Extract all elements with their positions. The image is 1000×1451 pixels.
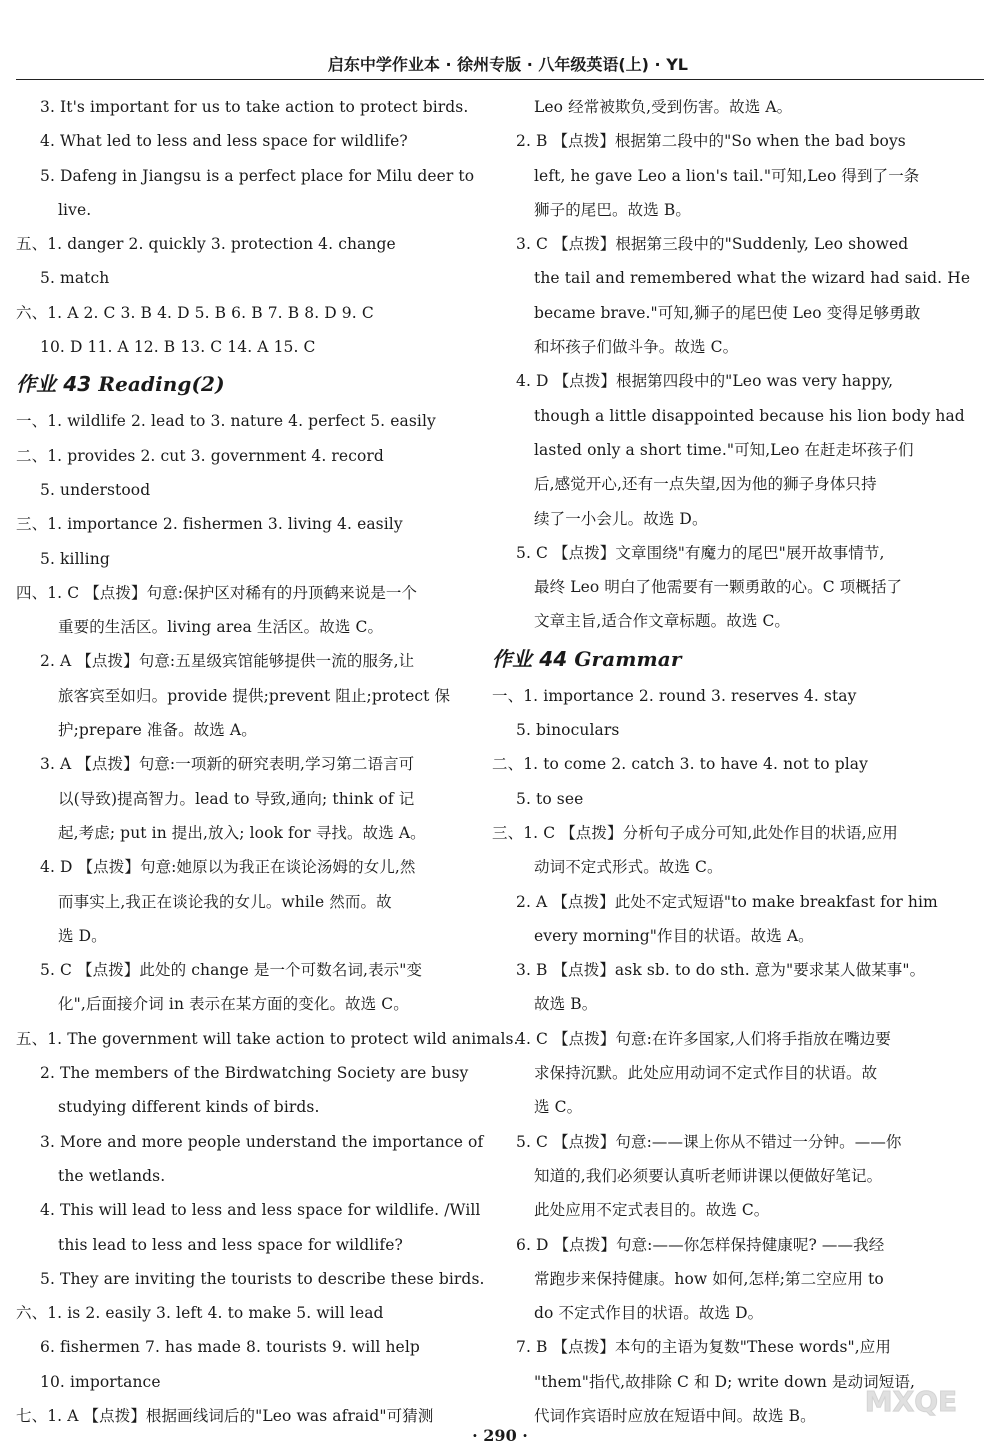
answer-line: though a little disappointed because his lion body had	[534, 406, 965, 425]
answer-line: 3. More and more people understand the importance of	[40, 1132, 484, 1151]
answer-line: 10. D 11. A 12. B 13. C 14. A 15. C	[40, 338, 316, 357]
answer-line: 六、1. is 2. easily 3. left 4. to make 5. will lead	[16, 1304, 384, 1323]
page-number: · 290 ·	[472, 1426, 528, 1445]
answer-line: "them"指代,故排除 C 和 D; write down 是动词短语,	[534, 1372, 916, 1391]
answer-line: 5. C 【点拨】此处的 change 是一个可数名词,表示"变	[40, 961, 423, 980]
answer-line: 最终 Leo 明白了他需要有一颗勇敢的心。C 项概括了	[534, 578, 903, 597]
answer-line: 五、1. The government will take action to protect wild animals.	[16, 1029, 519, 1048]
answer-line: 5. C 【点拨】文章围绕"有魔力的尾巴"展开故事情节,	[516, 543, 885, 562]
answer-line: the tail and remembered what the wizard had said. He	[534, 269, 971, 288]
site-watermark-logo	[836, 1359, 986, 1439]
answer-line: 续了一小会儿。故选 D。	[534, 509, 708, 528]
answer-line: 此处应用不定式表目的。故选 C。	[534, 1201, 770, 1220]
answer-line: 故选 B。	[534, 995, 598, 1014]
answer-line: 2. A 【点拨】此处不定式短语"to make breakfast for him	[516, 892, 938, 911]
answer-line: 4. C 【点拨】句意:在许多国家,人们将手指放在嘴边要	[516, 1029, 891, 1048]
answer-line: 5. binoculars	[516, 721, 620, 740]
answer-line: 4. D 【点拨】根据第四段中的"Leo was very happy,	[516, 372, 894, 391]
answer-line: 常跑步来保持健康。how 如何,怎样;第二空应用 to	[534, 1269, 884, 1288]
answer-line: 选 D。	[58, 926, 107, 945]
answer-line: 护;prepare 准备。故选 A。	[58, 721, 257, 740]
answer-line: 4. This will lead to less and less space for wildlife. /Will	[40, 1201, 481, 1220]
answer-line: 动词不定式形式。故选 C。	[534, 858, 723, 877]
answer-line: 7. B 【点拨】本句的主语为复数"These words",应用	[516, 1338, 891, 1357]
answer-line: do 不定式作目的状语。故选 D。	[534, 1304, 764, 1323]
answer-line: 4. What led to less and less space for wildlife?	[40, 132, 408, 151]
answer-line: 6. fishermen 7. has made 8. tourists 9. will help	[40, 1338, 420, 1357]
answer-line: 3. C 【点拨】根据第三段中的"Suddenly, Leo showed	[516, 235, 909, 254]
answer-line: 2. The members of the Birdwatching Society are busy	[40, 1064, 469, 1083]
answer-line: 知道的,我们必须要认真听老师讲课以便做好笔记。	[534, 1166, 883, 1185]
answer-line: 二、1. provides 2. cut 3. government 4. record	[16, 446, 384, 465]
running-header: 启东中学作业本 · 徐州专版 · 八年级英语(上) · YL	[16, 52, 984, 80]
answer-line: 而事实上,我正在谈论我的女儿。while 然而。故	[58, 892, 392, 911]
answer-line: 5. to see	[516, 789, 584, 808]
answer-line: 5. understood	[40, 480, 151, 499]
answer-line: 起,考虑; put in 提出,放入; look for 寻找。故选 A。	[58, 823, 426, 842]
answer-line: 5. match	[40, 269, 110, 288]
answer-line: 后,感觉开心,还有一点失望,因为他的狮子身体只持	[534, 475, 877, 494]
answer-line: studying different kinds of birds.	[58, 1098, 320, 1117]
answer-line: 文章主旨,适合作文章标题。故选 C。	[534, 612, 791, 631]
answer-line: 5. killing	[40, 549, 110, 568]
section-topic: Grammar	[574, 646, 682, 671]
section-number: 作业 44	[492, 646, 568, 671]
answer-line: 5. They are inviting the tourists to describe these birds.	[40, 1269, 485, 1288]
answer-line: 6. D 【点拨】句意:——你怎样保持健康呢? ——我经	[516, 1235, 885, 1254]
section-heading	[16, 364, 452, 404]
left-column	[16, 90, 519, 1433]
answer-line: 二、1. to come 2. catch 3. to have 4. not to play	[492, 755, 869, 774]
answer-line: left, he gave Leo a lion's tail."可知,Leo 得到了一条	[534, 166, 920, 185]
answer-line: 代词作宾语时应放在短语中间。故选 B。	[534, 1406, 816, 1425]
section-heading	[492, 639, 892, 679]
answer-line: every morning"作目的状语。故选 A。	[534, 926, 814, 945]
answer-line: 5. Dafeng in Jiangsu is a perfect place for Milu deer to	[40, 166, 475, 185]
answer-line: 一、1. wildlife 2. lead to 3. nature 4. perfect 5. easily	[16, 412, 436, 431]
answer-line: 旅客宾至如归。provide 提供;prevent 阻止;protect 保	[58, 686, 451, 705]
answer-line: 10. importance	[40, 1372, 161, 1391]
answer-line: 5. C 【点拨】句意:——课上你从不错过一分钟。——你	[516, 1132, 902, 1151]
answer-line: lasted only a short time."可知,Leo 在赶走坏孩子们	[534, 440, 914, 459]
svg-text:MXQE: MXQE	[864, 1385, 958, 1418]
answer-line: 选 C。	[534, 1098, 583, 1117]
answer-line: 化",后面接介词 in 表示在某方面的变化。故选 C。	[58, 995, 409, 1014]
answer-line: 以(导致)提高智力。lead to 导致,通向; think of 记	[58, 789, 415, 808]
answer-line: 三、1. C 【点拨】分析句子成分可知,此处作目的状语,应用	[492, 823, 898, 842]
answer-line: 2. A 【点拨】句意:五星级宾馆能够提供一流的服务,让	[40, 652, 415, 671]
answer-line: Leo 经常被欺负,受到伤害。故选 A。	[534, 98, 793, 116]
answer-line: 狮子的尾巴。故选 B。	[534, 200, 691, 219]
answer-line: 和坏孩子们做斗争。故选 C。	[534, 338, 739, 357]
answer-line: 五、1. danger 2. quickly 3. protection 4. change	[16, 235, 396, 254]
answer-line: 4. D 【点拨】句意:她原以为我正在谈论汤姆的女儿,然	[40, 858, 416, 877]
answer-line: 七、1. A 【点拨】根据画线词后的"Leo was afraid"可猜测	[16, 1406, 434, 1425]
answer-line: 重要的生活区。living area 生活区。故选 C。	[58, 618, 384, 637]
answer-line: live.	[58, 200, 92, 219]
section-number: 作业 43	[16, 372, 92, 397]
answer-line: 四、1. C 【点拨】句意:保护区对稀有的丹顶鹤来说是一个	[16, 583, 418, 602]
answer-line: 六、1. A 2. C 3. B 4. D 5. B 6. B 7. B 8. D 9. C	[16, 303, 374, 322]
answer-line: 三、1. importance 2. fishermen 3. living 4. easily	[16, 515, 403, 534]
section-topic: Reading(2)	[98, 372, 225, 397]
answer-line: the wetlands.	[58, 1166, 166, 1185]
answer-line: 3. A 【点拨】句意:一项新的研究表明,学习第二语言可	[40, 755, 415, 774]
answer-line: this lead to less and less space for wildlife?	[58, 1235, 403, 1254]
answer-line: 一、1. importance 2. round 3. reserves 4. stay	[492, 686, 857, 705]
answer-line: became brave."可知,狮子的尾巴使 Leo 变得足够勇敢	[534, 303, 921, 322]
answer-line: 3. It's important for us to take action to protect birds.	[40, 98, 469, 116]
answer-line: 3. B 【点拨】ask sb. to do sth. 意为"要求某人做某事"。	[516, 961, 926, 980]
answer-line: 求保持沉默。此处应用动词不定式作目的状语。故	[534, 1064, 878, 1083]
answer-line: 2. B 【点拨】根据第二段中的"So when the bad boys	[516, 132, 906, 151]
